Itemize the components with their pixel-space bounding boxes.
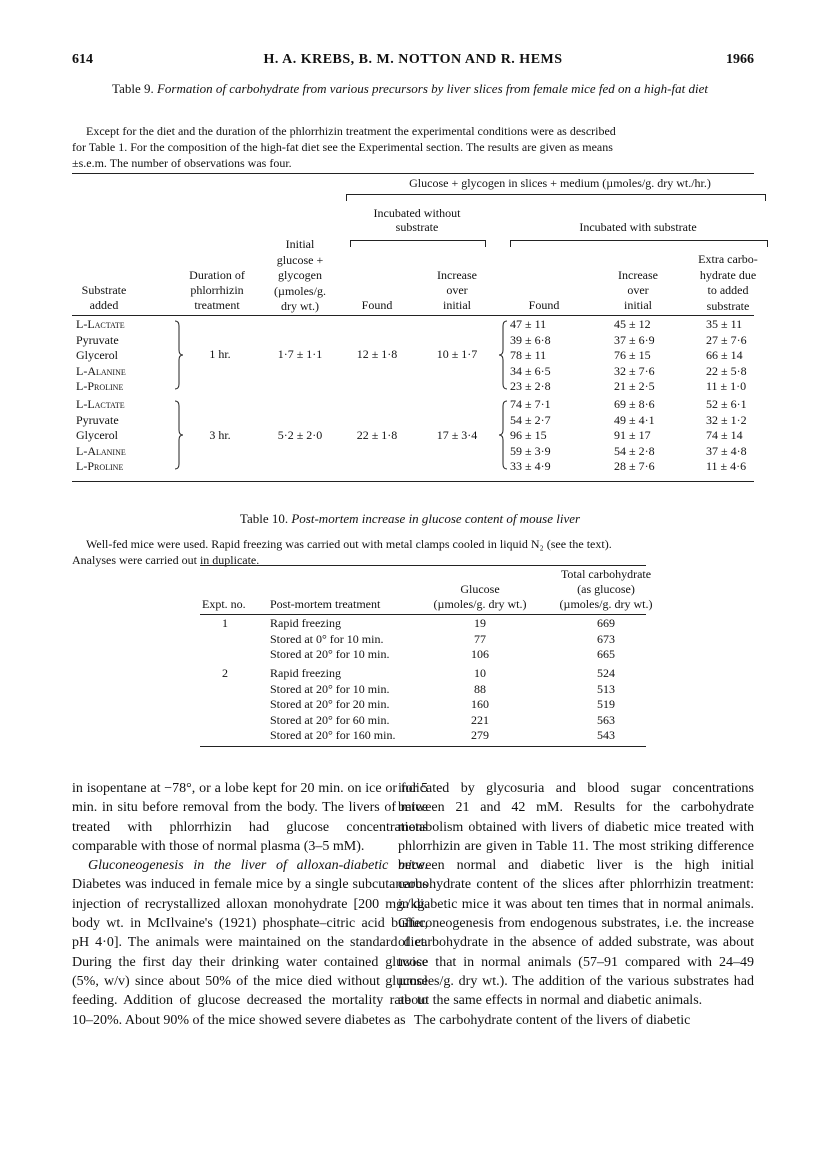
total-cell: 543 bbox=[597, 728, 615, 742]
found-cell: 96 ± 15 bbox=[510, 428, 547, 442]
expt-cell: 1 bbox=[222, 616, 228, 630]
increase-cell: 91 ± 17 bbox=[614, 428, 651, 442]
extra-cell: 32 ± 1·2 bbox=[706, 412, 747, 427]
initial-cell: 5·2 ± 2·0 bbox=[277, 428, 323, 442]
found-cell: 59 ± 3·9 bbox=[510, 443, 551, 458]
increase-cell: 37 ± 6·9 bbox=[614, 332, 655, 347]
found-cell: 78 ± 11 bbox=[510, 348, 547, 362]
treatment-cell: Rapid freezing bbox=[270, 666, 341, 680]
extra-cell: 66 ± 14 bbox=[706, 348, 743, 362]
treatment-cell: Stored at 0° for 10 min. bbox=[270, 631, 384, 646]
glucose-cell: 77 bbox=[474, 631, 486, 646]
increase-cell: 32 ± 7·6 bbox=[614, 363, 655, 378]
header-line: glycogen bbox=[278, 268, 322, 282]
increase-without-cell: 17 ± 3·4 bbox=[436, 428, 478, 442]
table9-note-line: Except for the diet and the duration of the phlorrhizin treatment the experimental conditions were as described bbox=[86, 124, 616, 138]
increase-cell: 69 ± 8·6 bbox=[614, 397, 655, 411]
expt-cell: 2 bbox=[222, 666, 228, 680]
found-cell: 23 ± 2·8 bbox=[510, 379, 551, 393]
glucose-cell: 160 bbox=[471, 697, 489, 711]
total-cell: 665 bbox=[597, 647, 615, 661]
header-line: Incubated without bbox=[373, 206, 461, 220]
extra-cell: 52 ± 6·1 bbox=[706, 397, 747, 411]
treatment-cell: Stored at 20° for 10 min. bbox=[270, 681, 390, 696]
table9-title: Formation of carbohydrate from various precursors by liver slices from female mice fed on a high-fat diet bbox=[156, 81, 708, 96]
glucose-cell: 10 bbox=[474, 666, 486, 680]
header-line: Total carbohydrate bbox=[560, 567, 652, 581]
col-found-without: Found bbox=[361, 298, 393, 312]
glucose-cell: 279 bbox=[471, 728, 489, 742]
substrate-cell: L-Proline bbox=[76, 379, 124, 393]
header-line: Increase bbox=[437, 268, 477, 282]
total-cell: 513 bbox=[597, 681, 615, 696]
total-cell: 673 bbox=[597, 631, 615, 646]
treatment-column bbox=[270, 666, 395, 744]
body-paragraph: indicated by glycosuria and blood sugar concentrations between 21 and 42 mM. Results for the carbohydrate metabolism obtained with livers of diabetic mice treated with phlorrhizin are given in Table 11. The most striking difference between normal and diabetic liver is the high initial carbohydrate content of the slices after phlorrhizin treatment: in diabetic mice it was about ten times that in normal animals. Gluconeogenesis from endogenous substrates, i.e. the increase of carbohydrate in the absence of added substrate, was about twice that in normal animals (57–91 compared with 24–49 µmoles/g. dry wt.). The addition of the various substrates had about the same effects in normal and diabetic animals. bbox=[398, 781, 754, 1009]
substrate-cell: L-Alanine bbox=[76, 363, 126, 378]
header-authors: H. A. KREBS, B. M. NOTTON AND R. HEMS bbox=[263, 52, 563, 67]
body-left-column bbox=[72, 779, 428, 1030]
section-heading: Gluconeogenesis in the liver of alloxan-diabetic mice. bbox=[88, 858, 428, 874]
extra-cell: 11 ± 1·0 bbox=[706, 379, 747, 393]
extra-cell: 11 ± 4·6 bbox=[706, 459, 747, 473]
duration-cell: 1 hr. bbox=[209, 347, 231, 361]
treatment-cell: Stored at 20° for 160 min. bbox=[270, 728, 396, 742]
increase-cell: 45 ± 12 bbox=[614, 317, 651, 331]
col-expt: Expt. no. bbox=[202, 597, 246, 611]
extra-cell: 27 ± 7·6 bbox=[706, 332, 747, 347]
table9-note-line: ±s.e.m. The number of observations was four. bbox=[72, 156, 292, 170]
substrate-cell: L-Alanine bbox=[76, 443, 126, 458]
found-cell: 33 ± 4·9 bbox=[510, 459, 551, 473]
glucose-cell: 106 bbox=[471, 647, 489, 661]
glucose-column bbox=[430, 666, 530, 744]
header-line: over bbox=[446, 283, 468, 297]
table10-note-line: Analyses were carried out in duplicate. bbox=[72, 553, 260, 567]
body-paragraph: The carbohydrate content of the livers of diabetic bbox=[414, 1012, 691, 1028]
page-number: 614 bbox=[72, 52, 93, 67]
initial-cell: 1·7 ± 1·1 bbox=[277, 347, 323, 361]
treatment-cell: Rapid freezing bbox=[270, 616, 341, 630]
glucose-column bbox=[430, 616, 530, 663]
extra-cell: 22 ± 5·8 bbox=[706, 363, 747, 378]
total-cell: 669 bbox=[597, 616, 615, 630]
increase-cell: 49 ± 4·1 bbox=[614, 412, 655, 427]
glucose-cell: 221 bbox=[471, 712, 489, 727]
treatment-cell: Stored at 20° for 60 min. bbox=[270, 712, 390, 727]
header-line: substrate bbox=[395, 220, 439, 234]
col-total bbox=[544, 567, 668, 612]
extra-cell: 37 ± 4·8 bbox=[706, 443, 747, 458]
total-cell: 524 bbox=[597, 666, 615, 680]
substrate-cell: L-Lactate bbox=[76, 397, 125, 411]
total-column bbox=[556, 666, 656, 744]
body-paragraph bbox=[72, 856, 428, 1030]
increase-cell: 28 ± 7·6 bbox=[614, 459, 655, 473]
extra-cell: 74 ± 14 bbox=[706, 428, 743, 442]
found-cell: 47 ± 11 bbox=[510, 317, 547, 331]
header-line: (µmoles/g. bbox=[274, 283, 326, 298]
header-line: Increase bbox=[618, 268, 658, 282]
header-line: substrate bbox=[706, 298, 750, 313]
substrate-cell: Pyruvate bbox=[76, 412, 119, 427]
duration-cell: 3 hr. bbox=[209, 428, 231, 442]
col-treatment: Post-mortem treatment bbox=[270, 597, 381, 611]
found-cell: 34 ± 6·5 bbox=[510, 363, 551, 378]
header-line: (as glucose) bbox=[577, 582, 635, 596]
table10-note-line: Well-fed mice were used. Rapid freezing was carried out with metal clamps cooled in liquid N₂ (see the text). bbox=[86, 537, 612, 551]
body-right-column bbox=[398, 779, 754, 1030]
increase-cell: 21 ± 2·5 bbox=[614, 379, 655, 393]
header-line: to added bbox=[707, 283, 749, 297]
table-rule bbox=[200, 565, 646, 566]
header-year: 1966 bbox=[726, 52, 754, 67]
glucose-cell: 88 bbox=[474, 681, 486, 696]
increase-cell: 54 ± 2·8 bbox=[614, 443, 655, 458]
header-line: added bbox=[89, 298, 119, 312]
header-line: (µmoles/g. dry wt.) bbox=[433, 597, 527, 611]
total-column bbox=[556, 616, 656, 663]
table9-span-header: Glucose + glycogen in slices + medium (µmoles/g. dry wt./hr.) bbox=[409, 176, 711, 190]
header-line: Glucose bbox=[460, 582, 500, 596]
found-cell: 74 ± 7·1 bbox=[510, 397, 551, 411]
table-rule bbox=[200, 614, 646, 615]
treatment-column bbox=[270, 616, 389, 663]
found-without-cell: 22 ± 1·8 bbox=[356, 428, 398, 442]
header-line: treatment bbox=[194, 298, 240, 312]
table9-label: Table 9. bbox=[112, 81, 154, 96]
header-line: initial bbox=[443, 298, 471, 312]
header-line: Duration of bbox=[189, 268, 245, 282]
treatment-cell: Stored at 20° for 10 min. bbox=[270, 647, 390, 661]
found-without-cell: 12 ± 1·8 bbox=[356, 347, 398, 361]
substrate-cell: Pyruvate bbox=[76, 332, 119, 347]
table10-label: Table 10. bbox=[239, 511, 289, 526]
header-line: dry wt.) bbox=[281, 299, 319, 313]
table9-note-line: for Table 1. For the composition of the high-fat diet see the Experimental section. The results are given as means bbox=[72, 140, 613, 154]
found-cell: 54 ± 2·7 bbox=[510, 412, 551, 427]
extra-cell: 35 ± 11 bbox=[706, 317, 743, 331]
header-line: Substrate bbox=[81, 283, 127, 297]
substrate-cell: L-Proline bbox=[76, 459, 124, 473]
header-line: over bbox=[627, 283, 649, 297]
header-line: hydrate due bbox=[699, 267, 757, 282]
total-cell: 519 bbox=[597, 697, 615, 711]
group-with-header: Incubated with substrate bbox=[579, 220, 697, 234]
treatment-cell: Stored at 20° for 20 min. bbox=[270, 697, 390, 711]
header-line: Extra carbo- bbox=[698, 252, 758, 266]
header-line: Initial bbox=[285, 237, 315, 251]
header-line: (µmoles/g. dry wt.) bbox=[559, 597, 653, 611]
header-line: phlorrhizin bbox=[190, 283, 244, 297]
header-line: initial bbox=[624, 298, 652, 312]
col-found-with: Found bbox=[528, 298, 560, 312]
col-glucose bbox=[420, 582, 540, 612]
total-cell: 563 bbox=[597, 712, 615, 727]
body-text: Diabetes was induced in female mice by a single subcutaneous injection of recrystallized alloxan monohydrate [200 mg./kg. body wt. in McIlvaine's (1921) phosphate–citric acid buffer, pH 4·0]. The animals were maintained on the standard diet. During the first day their drinking water contained glucose (5%, w/v) since about 50% of the mice died without glucose feeding. Addition of glucose decreased the mortality rate to 10–20%. About 90% of the mice showed severe diabetes as bbox=[72, 877, 428, 1028]
body-paragraph: in isopentane at −78°, or a lobe kept for 20 min. on ice or for 5 min. in situ before removal from the body. The livers of mice treated with phlorrhizin had glucose concentrations comparable with those of normal plasma (3–5 mM). bbox=[72, 781, 428, 854]
substrate-cell: Glycerol bbox=[76, 428, 118, 442]
glucose-cell: 19 bbox=[474, 616, 486, 630]
found-cell: 39 ± 6·8 bbox=[510, 332, 551, 347]
substrate-cell: L-Lactate bbox=[76, 317, 125, 331]
substrate-cell: Glycerol bbox=[76, 348, 118, 362]
header-line: glucose + bbox=[276, 252, 324, 267]
table10-title: Post-mortem increase in glucose content of mouse liver bbox=[291, 511, 581, 526]
table-rule bbox=[200, 746, 646, 747]
increase-cell: 76 ± 15 bbox=[614, 348, 651, 362]
increase-without-cell: 10 ± 1·7 bbox=[436, 347, 478, 361]
